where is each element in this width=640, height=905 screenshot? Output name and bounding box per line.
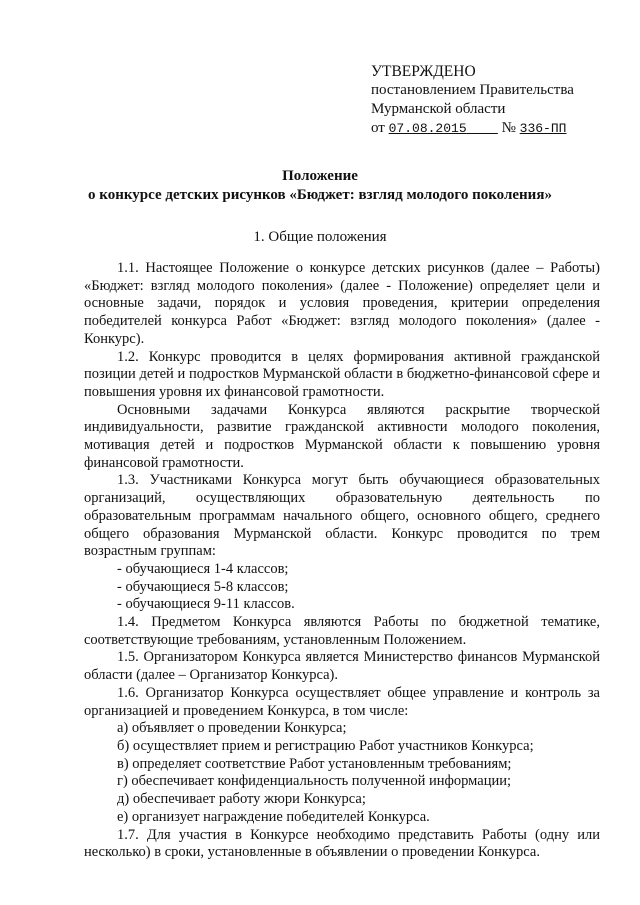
- date-prefix: от: [371, 120, 385, 136]
- approval-stamp: [371, 62, 574, 138]
- list-item: г) обеспечивает конфиденциальность полученной информации;: [117, 773, 512, 790]
- approval-line-2: Мурманской области: [371, 101, 506, 117]
- approval-heading: УТВЕРЖДЕНО: [371, 63, 476, 80]
- approval-number: 336-ПП: [519, 121, 567, 136]
- paragraph-1-6: 1.6. Организатор Конкурса осуществляет общее управление и контроль за организацией и проведением Конкурса, в том числе:: [84, 684, 600, 719]
- number-prefix: №: [501, 120, 516, 136]
- document-title: Положение: [282, 168, 358, 184]
- approval-date: 07.08.2015: [388, 121, 467, 136]
- paragraph-1-2: 1.2. Конкурс проводится в целях формирования активной гражданской позиции детей и подростков Мурманской области в бюджетно-финансовой сфере и повышения уровня их финансовой грамотности.: [84, 348, 600, 400]
- section-heading: 1. Общие положения: [253, 229, 387, 245]
- list-item: б) осуществляет прием и регистрацию Работ участников Конкурса;: [117, 737, 534, 754]
- approval-date-line: [371, 119, 574, 138]
- paragraph-tasks: Основными задачами Конкурса являются раскрытие творческой индивидуальности, развитие гражданской активности молодого поколения, мотивация детей и подростков Мурманской области к повышению уровня финансовой грамотности.: [84, 401, 600, 471]
- paragraph-1-4: 1.4. Предметом Конкурса являются Работы по бюджетной тематике, соответствующие требованиям, установленным Положением.: [84, 614, 600, 648]
- list-item: а) объявляет о проведении Конкурса;: [117, 720, 347, 737]
- list-item: - обучающиеся 1-4 классов;: [117, 560, 289, 577]
- list-item: - обучающиеся 5-8 классов;: [117, 578, 289, 595]
- paragraph-1-3: 1.3. Участниками Конкурса могут быть обучающиеся образовательных организаций, осуществляющих образовательную деятельность по образовательным программам начального общего, основного общего, среднего общего образования Мурманской области. Конкурс проводится по трем возрастным группам:: [84, 472, 600, 560]
- list-item: е) организует награждение победителей Конкурса.: [117, 808, 430, 825]
- list-item: д) обеспечивает работу жюри Конкурса;: [117, 791, 366, 808]
- paragraph-1-5: 1.5. Организатором Конкурса является Министерство финансов Мурманской области (далее – Организатор Конкурса).: [84, 649, 600, 684]
- paragraph-1-1: 1.1. Настоящее Положение о конкурсе детских рисунков (далее – Работы) «Бюджет: взгляд молодого поколения» (далее - Положение) определяет цели и основные задачи, порядок и условия проведения, критерии определения победителей конкурса Работ «Бюджет: взгляд молодого поколения» (далее - Конкурс).: [84, 260, 600, 347]
- section-body: [84, 260, 600, 862]
- document-subtitle: о конкурсе детских рисунков «Бюджет: взгляд молодого поколения»: [88, 187, 552, 203]
- list-item: - обучающиеся 9-11 классов.: [117, 596, 295, 613]
- paragraph-1-7: 1.7. Для участия в Конкурсе необходимо представить Работы (одну или несколько) в сроки, установленные в объявлении о проведении Конкурса.: [84, 826, 600, 861]
- approval-line-1: постановлением Правительства: [371, 82, 574, 98]
- list-item: в) определяет соответствие Работ установленным требованиям;: [117, 755, 512, 772]
